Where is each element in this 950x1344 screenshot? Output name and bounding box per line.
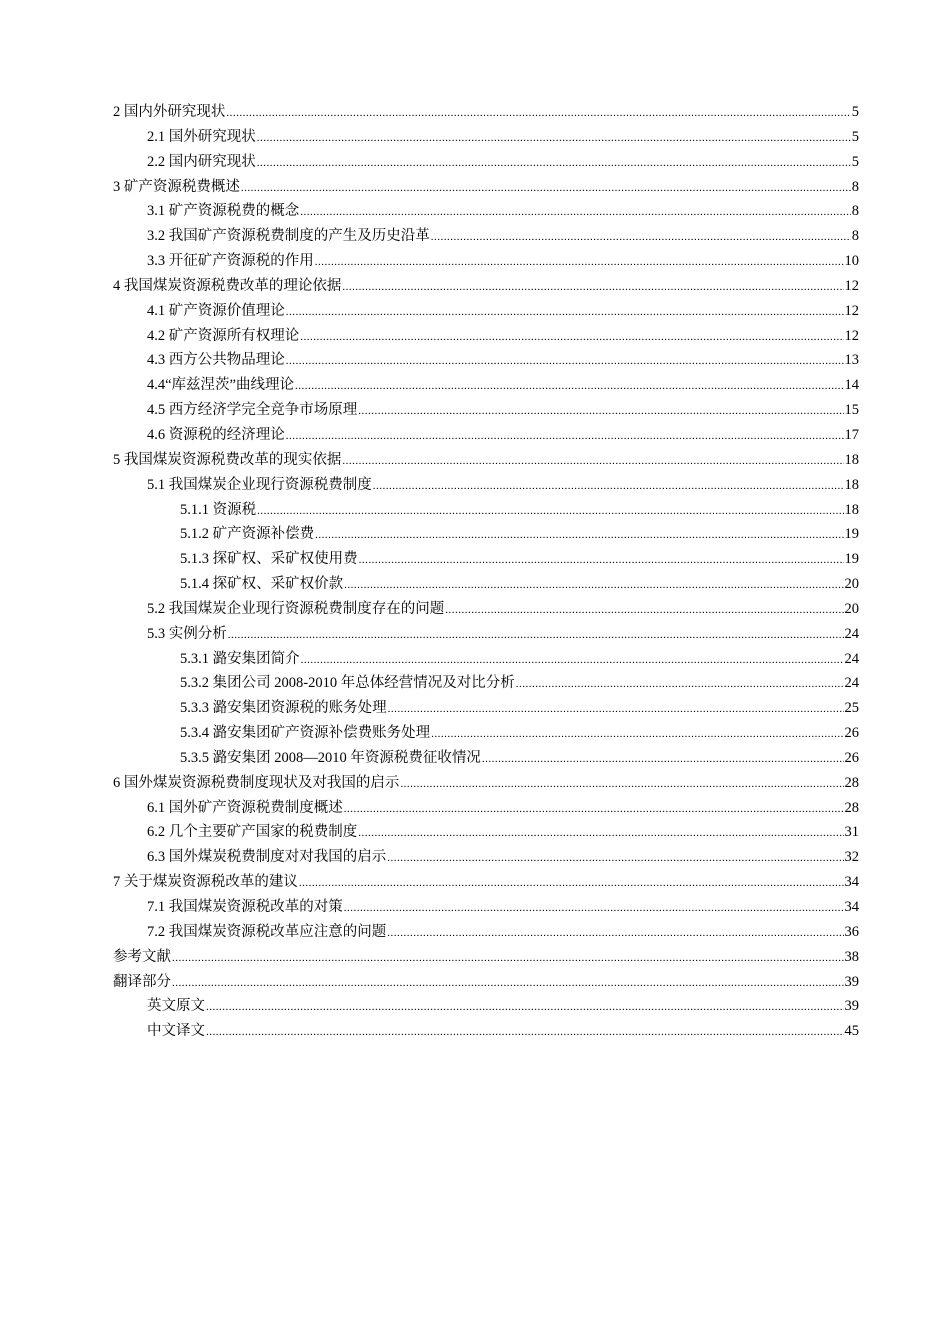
toc-entry-page-number: 19 [844,551,859,568]
toc-leader-dots [172,946,844,971]
toc-entry[interactable] [113,175,859,200]
toc-entry[interactable] [113,224,859,249]
toc-entry[interactable] [113,920,859,945]
toc-entry-page-number: 38 [844,948,859,965]
toc-entry-label: 7 关于煤炭资源税改革的建议 [113,874,298,891]
toc-entry-page-number: 36 [844,923,859,940]
toc-entry[interactable] [113,423,859,448]
toc-entry-label: 4.1 矿产资源价值理论 [147,302,285,319]
toc-entry-label: 4.3 西方公共物品理论 [147,352,285,369]
toc-leader-dots [445,598,843,623]
toc-entry[interactable] [113,125,859,150]
toc-entry[interactable] [113,324,859,349]
toc-entry[interactable] [113,895,859,920]
toc-entry-label: 5.3.4 潞安集团矿产资源补偿费账务处理 [180,725,431,742]
toc-entry[interactable] [113,547,859,572]
toc-leader-dots [342,275,843,300]
toc-entry-label: 中文译文 [147,1023,205,1040]
toc-entry[interactable] [113,448,859,473]
toc-entry[interactable] [113,721,859,746]
toc-leader-dots [387,846,843,871]
toc-entry-page-number: 5 [851,128,859,145]
toc-leader-dots [387,921,843,946]
toc-entry-page-number: 39 [844,998,859,1015]
toc-leader-dots [431,225,851,250]
toc-entry[interactable] [113,771,859,796]
toc-leader-dots [373,474,844,499]
toc-entry[interactable] [113,1019,859,1044]
toc-entry-label: 2.1 国外研究现状 [147,128,256,145]
toc-leader-dots [295,374,844,399]
toc-entry-label: 4 我国煤炭资源税费改革的理论依据 [113,277,342,294]
toc-leader-dots [299,871,844,896]
toc-leader-dots [342,449,843,474]
toc-entry-page-number: 24 [844,650,859,667]
toc-entry-label: 7.1 我国煤炭资源税改革的对策 [147,899,343,915]
toc-entry-label: 3.1 矿产资源税费的概念 [147,203,300,220]
toc-leader-dots [344,573,843,598]
toc-entry-page-number: 26 [844,749,859,766]
toc-entry-page-number: 20 [844,576,859,593]
toc-entry[interactable] [113,870,859,895]
toc-leader-dots [359,548,844,573]
toc-entry-page-number: 14 [844,377,859,394]
toc-entry-page-number: 13 [844,352,859,369]
toc-leader-dots [257,126,851,151]
toc-leader-dots [257,499,843,524]
toc-entry-label: 3.3 开征矿产资源税的作用 [147,253,314,270]
toc-entry-label: 翻译部分 [113,973,171,990]
toc-entry[interactable] [113,150,859,175]
toc-entry-page-number: 12 [844,277,859,294]
toc-entry-page-number: 24 [844,675,859,692]
toc-leader-dots [300,325,843,350]
toc-entry-page-number: 34 [844,874,859,891]
toc-leader-dots [358,399,843,424]
toc-entry-page-number: 26 [844,725,859,742]
toc-entry-label: 6.2 几个主要矿产国家的税费制度 [147,824,358,841]
toc-entry[interactable] [113,647,859,672]
toc-entry-label: 5.1.4 探矿权、采矿权价款 [180,576,344,593]
toc-leader-dots [286,300,844,325]
toc-entry[interactable] [113,572,859,597]
toc-entry[interactable] [113,398,859,423]
toc-entry[interactable] [113,671,859,696]
toc-entry-page-number: 5 [851,153,859,170]
toc-entry-label: 5.3.1 潞安集团简介 [180,650,300,667]
toc-entry-label: 英文原文 [147,998,205,1015]
toc-entry-label: 3.2 我国矿产资源税费制度的产生及历史沿革 [147,228,430,245]
toc-leader-dots [482,747,844,772]
toc-leader-dots [226,101,850,126]
toc-leader-dots [241,176,851,201]
toc-entry[interactable] [113,299,859,324]
toc-entry-page-number: 20 [844,600,859,617]
toc-entry-page-number: 8 [851,228,859,245]
toc-entry-label: 5.3.2 集团公司 2008-2010 年总体经营情况及对比分析 [180,675,515,692]
toc-entry[interactable] [113,820,859,845]
toc-entry[interactable] [113,249,859,274]
toc-entry-page-number: 19 [844,526,859,543]
toc-entry[interactable] [113,274,859,299]
toc-entry[interactable] [113,945,859,970]
toc-entry[interactable] [113,522,859,547]
toc-entry-label: 参考文献 [113,948,171,965]
toc-leader-dots [315,523,843,548]
toc-entry[interactable] [113,796,859,821]
toc-entry-label: 4.4“库兹涅茨”曲线理论 [147,377,294,394]
toc-entry[interactable] [113,199,859,224]
toc-entry[interactable] [113,970,859,995]
toc-entry-page-number: 34 [844,899,859,915]
toc-entry-page-number: 8 [851,178,859,195]
toc-entry[interactable] [113,348,859,373]
toc-leader-dots [286,349,844,374]
toc-leader-dots [400,772,843,797]
toc-entry-page-number: 32 [844,849,859,866]
toc-entry-page-number: 28 [844,774,859,791]
toc-leader-dots [206,995,844,1020]
table-of-contents [113,100,859,1044]
toc-entry-label: 3 矿产资源税费概述 [113,178,240,195]
toc-leader-dots [300,200,851,225]
toc-entry-page-number: 12 [844,302,859,319]
toc-leader-dots [228,623,844,648]
toc-entry-page-number: 10 [844,253,859,270]
toc-entry-label: 4.6 资源税的经济理论 [147,426,285,443]
toc-leader-dots [257,151,851,176]
toc-entry[interactable] [113,845,859,870]
toc-leader-dots [301,648,844,673]
toc-entry[interactable] [113,597,859,622]
toc-leader-dots [206,1020,844,1045]
toc-entry-label: 5.3.3 潞安集团资源税的账务处理 [180,700,387,717]
toc-entry[interactable] [113,473,859,498]
toc-entry-label: 5.2 我国煤炭企业现行资源税费制度存在的问题 [147,600,445,617]
toc-leader-dots [358,821,843,846]
toc-entry-label: 5.1.2 矿产资源补偿费 [180,526,315,543]
toc-entry[interactable] [113,100,859,125]
toc-leader-dots [315,250,844,275]
toc-entry-page-number: 45 [844,1023,859,1040]
toc-leader-dots [516,672,844,697]
toc-entry-page-number: 18 [844,451,859,468]
toc-entry-page-number: 15 [844,402,859,419]
toc-entry-label: 7.2 我国煤炭资源税改革应注意的问题 [147,923,387,940]
toc-entry-label: 5.3.5 潞安集团 2008—2010 年资源税费征收情况 [180,749,481,766]
toc-entry[interactable] [113,373,859,398]
toc-entry-label: 6.3 国外煤炭税费制度对对我国的启示 [147,849,387,866]
toc-entry[interactable] [113,696,859,721]
toc-entry-label: 4.5 西方经济学完全竞争市场原理 [147,402,358,419]
toc-entry-label: 2 国内外研究现状 [113,104,226,120]
toc-entry-label: 5.1 我国煤炭企业现行资源税费制度 [147,476,372,493]
toc-entry-page-number: 31 [844,824,859,841]
toc-entry-label: 2.2 国内研究现状 [147,153,256,170]
toc-entry-page-number: 18 [844,501,859,518]
toc-entry-page-number: 17 [844,426,859,443]
toc-entry-page-number: 18 [844,476,859,493]
toc-leader-dots [172,971,844,996]
toc-entry-label: 5 我国煤炭资源税费改革的现实依据 [113,451,342,468]
toc-leader-dots [286,424,844,449]
toc-entry-page-number: 24 [844,625,859,642]
toc-entry-page-number: 5 [851,104,859,120]
toc-leader-dots [431,722,843,747]
toc-leader-dots [388,697,844,722]
toc-entry-label: 5.3 实例分析 [147,625,227,642]
toc-entry[interactable] [113,746,859,771]
toc-leader-dots [344,797,844,822]
toc-entry-page-number: 28 [844,799,859,816]
toc-entry-page-number: 12 [844,327,859,344]
toc-entry[interactable] [113,994,859,1019]
toc-entry-label: 5.1.3 探矿权、采矿权使用费 [180,551,358,568]
toc-entry-page-number: 8 [851,203,859,220]
toc-entry[interactable] [113,498,859,523]
toc-entry-label: 5.1.1 资源税 [180,501,257,518]
toc-entry-page-number: 39 [844,973,859,990]
toc-entry-label: 4.2 矿产资源所有权理论 [147,327,300,344]
toc-entry[interactable] [113,622,859,647]
toc-entry-label: 6 国外煤炭资源税费制度现状及对我国的启示 [113,774,400,791]
toc-entry-page-number: 25 [844,700,859,717]
toc-entry-label: 6.1 国外矿产资源税费制度概述 [147,799,343,816]
toc-leader-dots [344,896,844,921]
